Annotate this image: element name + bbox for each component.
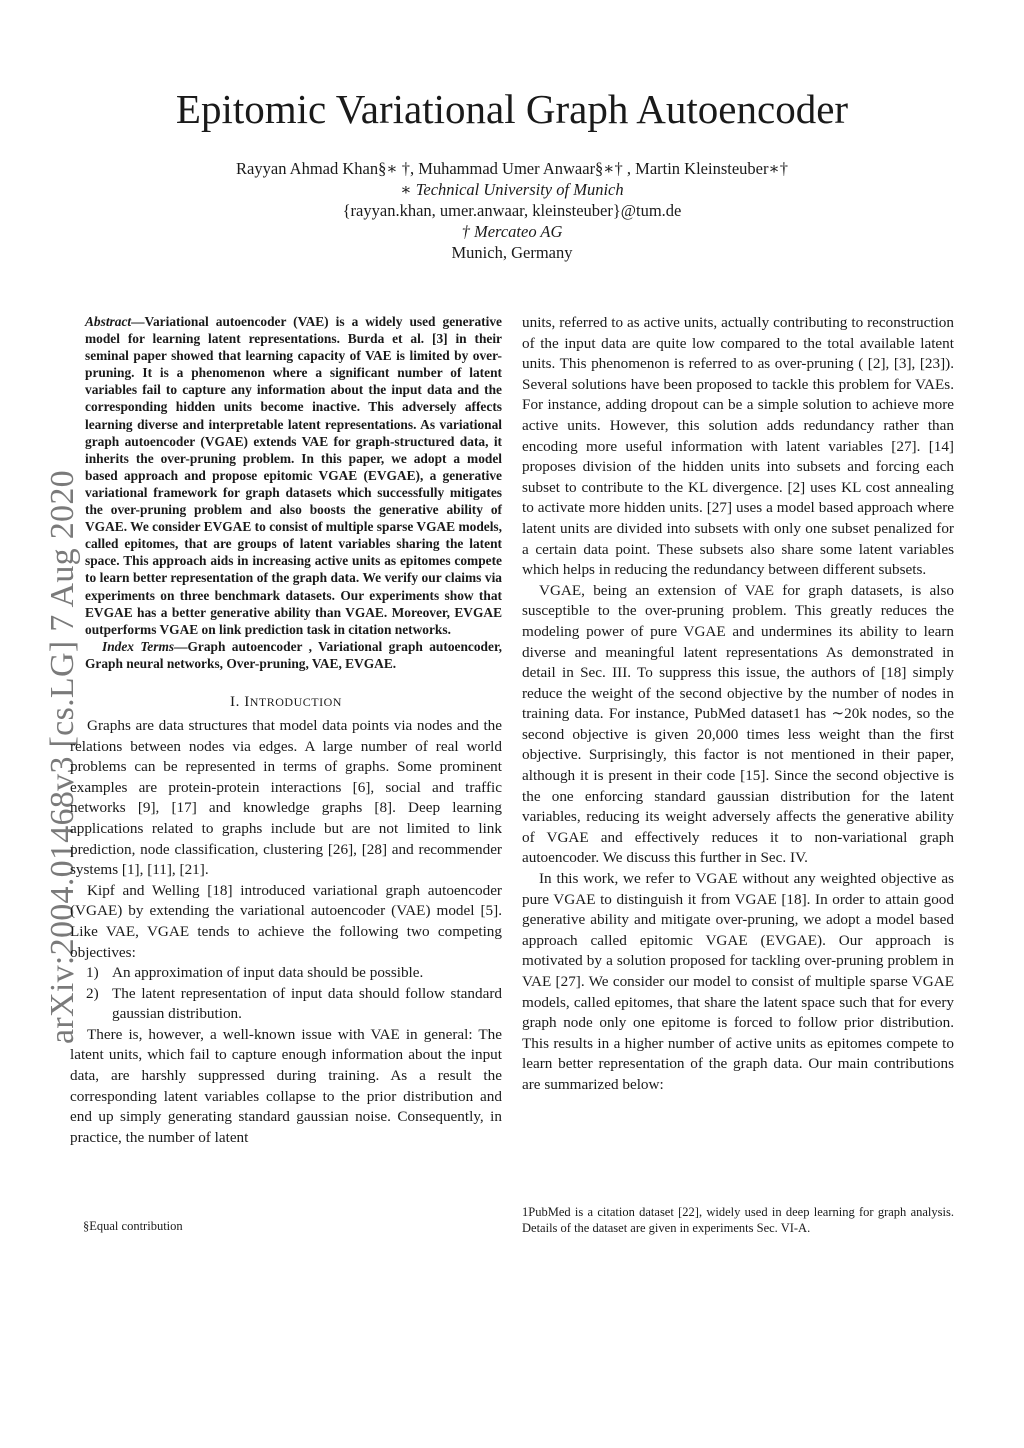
intro-paragraph-1: Graphs are data structures that model data points via nodes and the relations between nodes via edges. A large number of real world problems can be represented in terms of graphs. Some prominent examples are protein-protein interactions [6], social and traffic networks [9], [17] and knowledge graphs [8]. Deep learning applications related to graphs include but are not limited to link prediction, node classification, clustering [26], [28] and recommender systems [1], [11], [21].: [70, 716, 502, 879]
list-text: An approximation of input data should be possible.: [112, 964, 424, 982]
list-text: The latent representation of input data should follow standard gaussian distribution.: [112, 984, 502, 1023]
intro-paragraph-3: There is, however, a well-known issue with VAE in general: The latent units, which fail to capture enough information about the input data, are harshly suppressed during training. As a result the corresponding latent variables collapse to the prior distribution and end up simply generating standard gaussian noise. Consequently, in practice, the number of latent: [70, 1025, 502, 1146]
paper-title: Epitomic Variational Graph Autoencoder: [175, 86, 849, 132]
section-heading-introduction: [70, 692, 502, 712]
list-item: [70, 963, 502, 984]
index-terms-text: —Graph autoencoder , Variational graph autoencoder, Graph neural networks, Over-pruning, VAE, EVGAE.: [85, 638, 502, 671]
author-location: Munich, Germany: [451, 243, 573, 262]
section-number: I.: [230, 692, 240, 710]
abstract-text: —Variational autoencoder (VAE) is a widely used generative model for learning latent representations. Burda et al. [3] in their seminal paper showed that learning capacity of VAE is limited by over-pruning. It is a phenomenon where a significant number of latent variables fail to capture any information about the input data and the corresponding hidden units become inactive. This adversely affects learning diverse and interpretable latent representations. As variational graph autoencoder (VGAE) extends VAE for graph-structured data, it inherits the over-pruning problem. In this paper, we adopt a model based approach and propose epitomic VGAE (EVGAE), a generative variational framework for graph datasets which successfully mitigates the over-pruning problem and also boosts the generative ability of VGAE. We consider EVGAE to consist of multiple sparse VGAE models, called epitomes, that are groups of latent variables sharing the latent space. This approach aids in increasing active units as epitomes compete to learn better representation of the graph data. We verify our claims via experiments on three benchmark datasets. Our experiments show that EVGAE has a better generative ability than VGAE. Moreover, EVGAE outperforms VGAE on link prediction task in citation networks.: [85, 314, 502, 637]
arxiv-identifier: arXiv:2004.01468v3 [cs.LG] 7 Aug 2020: [44, 470, 81, 1044]
right-paragraph-2: VGAE, being an extension of VAE for graph datasets, is also susceptible to the over-pruning problem. This greatly reduces the modeling power of pure VGAE and undermines its ability to learn diverse and meaningful latent representations As demonstrated in detail in Sec. III. To suppress this issue, the authors of [18] simply reduce the weight of the second objective by the number of nodes in training data. For instance, PubMed dataset1 has ∼20k nodes, so the second objective is given 20,000 times less weight than the first objective. Surprisingly, this factor is not mentioned in their paper, although it is present in their code [15]. Since the second objective is the one enforcing standard gaussian distribution for the latent variables, reducing its weight adversely affects the generative ability of VGAE and effectively reduces it to non-variational graph autoencoder. We discuss this further in Sec. IV.: [522, 581, 954, 867]
right-column: [522, 313, 954, 1096]
author-emails: {rayyan.khan, umer.anwaar, kleinsteuber}@tum.de: [342, 201, 682, 220]
author-names: Rayyan Ahmad Khan§∗ †, Muhammad Umer Anwaar§∗† , Martin Kleinsteuber∗†: [236, 159, 788, 178]
abstract-lead: Abstract: [85, 314, 132, 329]
left-column: [70, 313, 502, 1148]
section-title-rest: NTRODUCTION: [249, 694, 342, 709]
objectives-list: [70, 963, 502, 1025]
affiliation-mercateo: † Mercateo AG: [461, 222, 563, 241]
right-paragraph-3: In this work, we refer to VGAE without any weighted objective as pure VGAE to distinguish it from VGAE [18]. In order to attain good generative ability and mitigate over-pruning, we adopt a model based approach called epitomic VGAE (EVGAE). Our approach is motivated by a solution proposed for tackling over-pruning problem in VAE [27]. We consider our model to consist of multiple sparse VGAE models, called epitomes, that share the latent space such that for every graph node only one epitome is forced to follow prior distribution. This results in a higher number of active units as epitomes compete to learn better representation of the graph data. Our main contributions are summarized below:: [522, 870, 954, 1093]
list-item: [70, 984, 502, 1025]
author-block: [0, 158, 1024, 263]
abstract: [85, 313, 502, 638]
list-number: 1): [86, 964, 99, 982]
right-paragraph-1: units, referred to as active units, actually contributing to reconstruction of the input data are quite low compared to the total available latent units. This phenomenon is referred to as over-pruning ( [2], [3], [23]). Several solutions have been proposed to tackle this problem for VAEs. For instance, adding dropout can be a simple solution to achieve more active units. However, this solution adds redundancy rather than encoding more useful information with latent variables [27]. [14] proposes division of the hidden units into subsets and forcing each subset to contribute to the KL divergence. [2] uses KL cost annealing to activate more hidden units. [27] uses a model based approach where latent units are divided into subsets with only one subset penalized for a certain data point. These subsets also share some latent variables which helps in reducing the redundancy between different subsets.: [522, 314, 954, 579]
index-terms-lead: Index Terms: [102, 638, 175, 654]
intro-paragraph-2: Kipf and Welling [18] introduced variational graph autoencoder (VGAE) by extending the variational autoencoder (VAE) model [5]. Like VAE, VGAE tends to achieve the following two competing objectives:: [70, 881, 502, 961]
affiliation-tum: ∗ Technical University of Munich: [400, 180, 624, 199]
section-title-initial: I: [244, 692, 250, 710]
footnote-pubmed: 1PubMed is a citation dataset [22], widely used in deep learning for graph analysis. Details of the dataset are given in experiments Sec. VI-A.: [522, 1205, 954, 1235]
index-terms: [85, 638, 502, 672]
footnote-equal-contribution: §Equal contribution: [83, 1219, 183, 1233]
list-number: 2): [86, 984, 99, 1002]
